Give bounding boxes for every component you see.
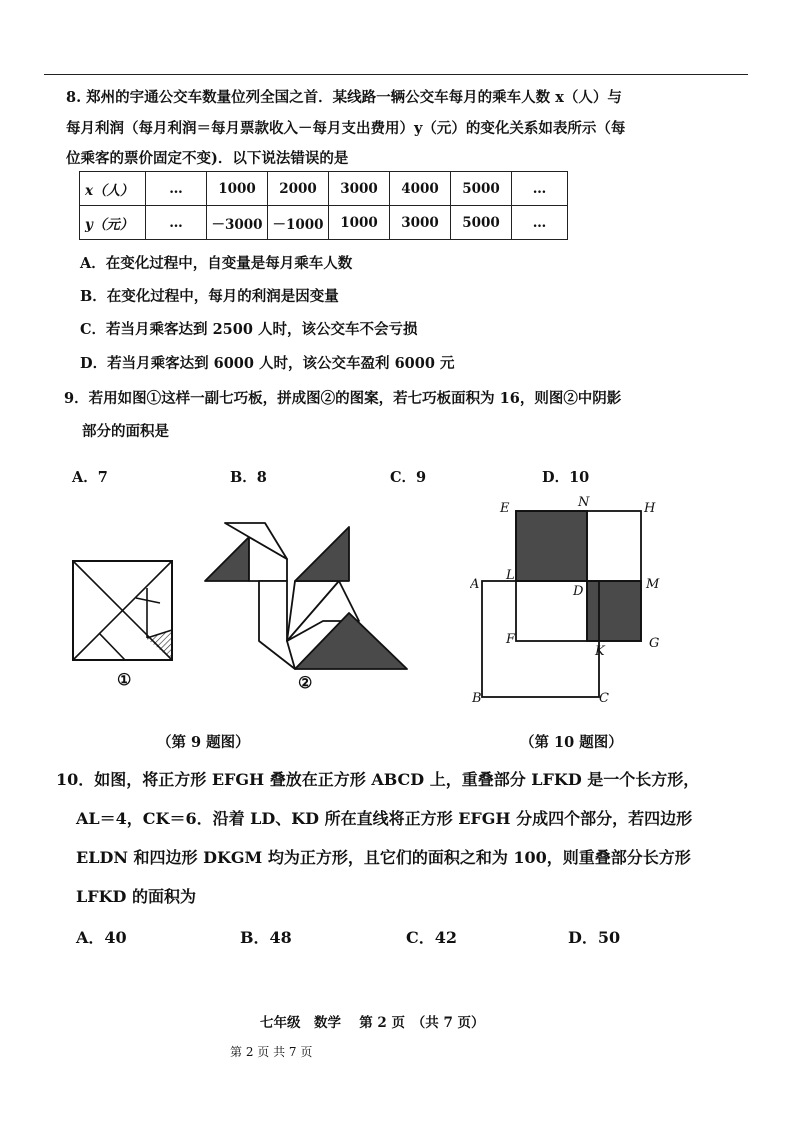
q10-label-g: G bbox=[649, 636, 660, 651]
q9-figure-2-label: ② bbox=[298, 673, 313, 692]
q8-line2: 每月利润（每月利润＝每月票款收入－每月支出费用）y（元）的变化关系如表所示（每 bbox=[66, 120, 626, 137]
q10-line3: ELDN 和四边形 DKGM 均为正方形，且它们的面积之和为 100，则重叠部分长方形 bbox=[76, 848, 691, 867]
q8-table-row-x bbox=[80, 172, 568, 206]
q10-label-m: M bbox=[646, 577, 660, 592]
q9-option-c: C．9 bbox=[390, 469, 427, 486]
q10-figure-squares bbox=[470, 495, 670, 710]
q8-x-cell: 3000 bbox=[329, 172, 390, 206]
q10-option-d: D．50 bbox=[568, 928, 621, 947]
q8-option-b: B．在变化过程中，每月的利润是因变量 bbox=[80, 288, 339, 305]
q10-label-k: K bbox=[595, 644, 605, 659]
q10-label-f: F bbox=[506, 632, 516, 647]
q10-caption: （第 10 题图） bbox=[520, 734, 623, 751]
q9-line1: 9．若用如图①这样一副七巧板，拼成图②的图案，若七巧板面积为 16，则图②中阴影 bbox=[64, 390, 622, 407]
q8-x-cell: 2000 bbox=[268, 172, 329, 206]
q8-option-c: C．若当月乘客达到 2500 人时，该公交车不会亏损 bbox=[80, 321, 418, 338]
q10-label-l: L bbox=[506, 568, 515, 583]
q8-line1: 8. 郑州的宇通公交车数量位列全国之首．某线路一辆公交车每月的乘车人数 x（人）与 bbox=[66, 89, 622, 106]
q8-y-cell: 3000 bbox=[390, 206, 451, 240]
q8-x-cell: 5000 bbox=[451, 172, 512, 206]
q8-y-cell: … bbox=[146, 206, 207, 240]
q10-label-d: D bbox=[573, 584, 584, 599]
q10-line4: LFKD 的面积为 bbox=[76, 887, 196, 906]
q8-option-a: A．在变化过程中，自变量是每月乘车人数 bbox=[80, 255, 353, 272]
q10-label-c: C bbox=[599, 691, 609, 706]
q9-figure-2-swan bbox=[203, 521, 418, 676]
q8-line3: 位乘客的票价固定不变)．以下说法错误的是 bbox=[66, 150, 349, 167]
q10-label-n: N bbox=[578, 495, 590, 510]
q8-x-cell: 1000 bbox=[207, 172, 268, 206]
q10-label-b: B bbox=[472, 691, 482, 706]
q8-y-cell: … bbox=[512, 206, 568, 240]
q8-y-label: y（元） bbox=[80, 206, 146, 240]
q9-option-b: B．8 bbox=[230, 469, 267, 486]
q9-option-a: A．7 bbox=[72, 469, 108, 486]
q10-label-a: A bbox=[470, 577, 480, 592]
footer-page-info: 七年级 数学 第 2 页 （共 7 页） bbox=[260, 1015, 485, 1031]
q10-label-h: H bbox=[644, 501, 656, 516]
q8-y-cell: 1000 bbox=[329, 206, 390, 240]
q8-y-cell: 5000 bbox=[451, 206, 512, 240]
q10-option-c: C．42 bbox=[406, 928, 458, 947]
q10-label-e: E bbox=[500, 501, 510, 516]
q8-table-row-y bbox=[80, 206, 568, 240]
q8-option-d: D．若当月乘客达到 6000 人时，该公交车盈利 6000 元 bbox=[80, 355, 455, 372]
q9-caption: （第 9 题图） bbox=[157, 734, 250, 751]
footer-page-count: 第 2 页 共 7 页 bbox=[230, 1045, 313, 1059]
q8-table bbox=[79, 171, 568, 240]
q9-line2: 部分的面积是 bbox=[82, 423, 169, 440]
q10-option-b: B．48 bbox=[240, 928, 292, 947]
header-rule bbox=[44, 74, 748, 75]
q9-figure-1-label: ① bbox=[117, 670, 132, 689]
q10-option-a: A．40 bbox=[76, 928, 127, 947]
q8-x-label: x（人） bbox=[80, 172, 146, 206]
q9-figure-1-tangram bbox=[70, 558, 180, 668]
q8-x-cell: 4000 bbox=[390, 172, 451, 206]
q8-y-cell: －3000 bbox=[207, 206, 268, 240]
q8-y-cell: －1000 bbox=[268, 206, 329, 240]
q10-line1: 10．如图，将正方形 EFGH 叠放在正方形 ABCD 上，重叠部分 LFKD 是一个长方形， bbox=[56, 770, 700, 789]
q8-x-cell: … bbox=[146, 172, 207, 206]
q10-line2: AL＝4，CK＝6．沿着 LD、KD 所在直线将正方形 EFGH 分成四个部分，若四边形 bbox=[76, 809, 693, 828]
q9-option-d: D．10 bbox=[542, 469, 590, 486]
q8-x-cell: … bbox=[512, 172, 568, 206]
